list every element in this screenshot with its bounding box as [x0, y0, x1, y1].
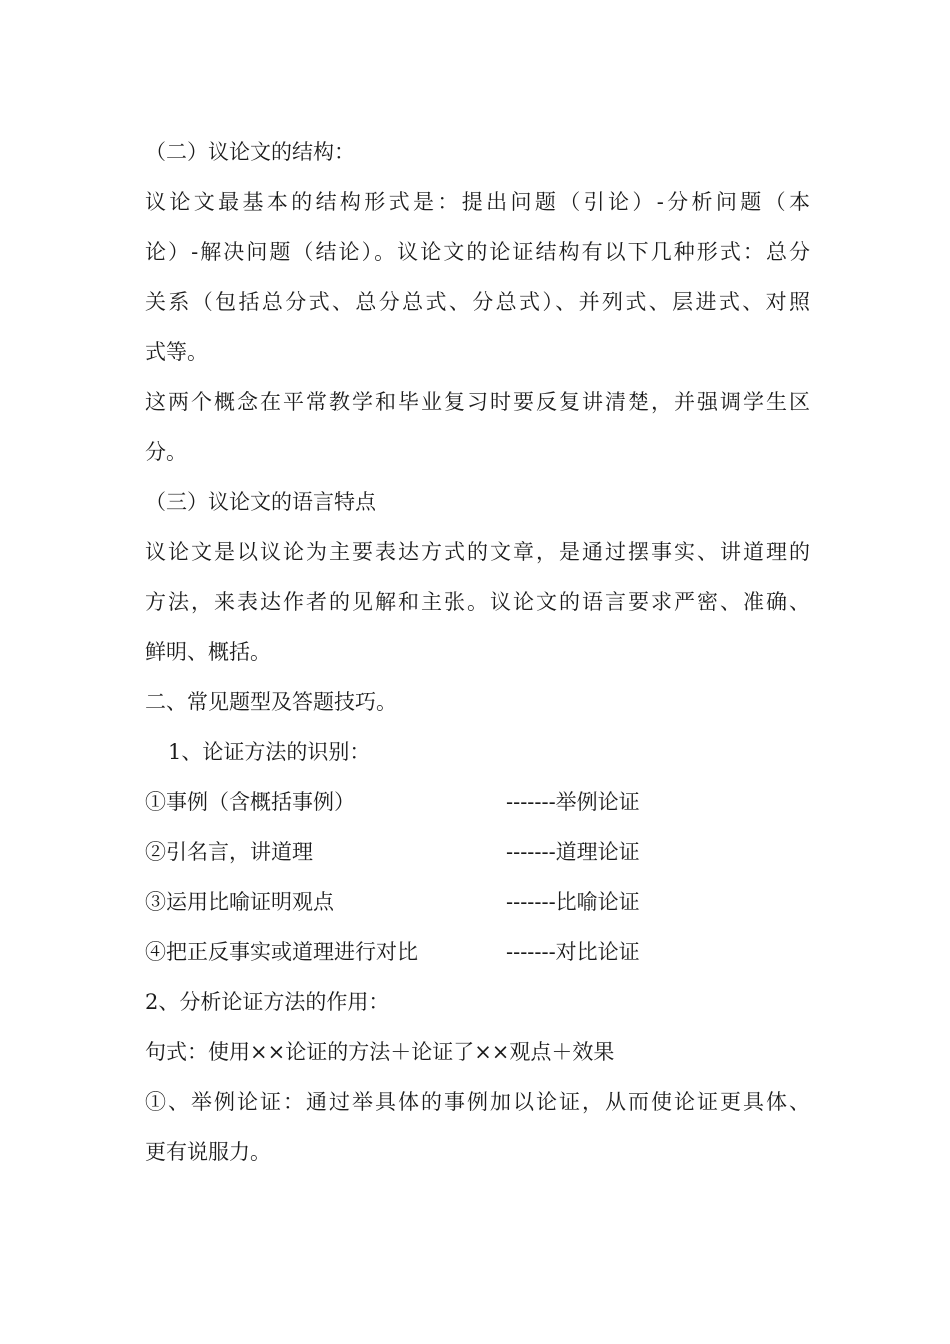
sentence-pattern: 句式：使用××论证的方法＋论证了××观点＋效果: [145, 1040, 615, 1064]
subheading-method-identification: 1、论证方法的识别：: [168, 740, 371, 764]
method-name: -------比喻论证: [506, 890, 640, 914]
paragraph-line: 鲜明、概括。: [145, 640, 271, 664]
paragraph-line: 式等。: [145, 340, 208, 364]
section-heading-question-types: 二、常见题型及答题技巧。: [145, 690, 397, 714]
paragraph-line: 这两个概念在平常教学和毕业复习时要反复讲清楚，并强调学生区: [145, 390, 810, 414]
method-description: ①事例（含概括事例）: [145, 790, 355, 814]
paragraph-line: ①、举例论证：通过举具体的事例加以论证，从而使论证更具体、: [145, 1090, 810, 1114]
section-heading-structure: （二）议论文的结构：: [145, 140, 355, 164]
paragraph-line: 方法，来表达作者的见解和主张。议论文的语言要求严密、准确、: [145, 590, 810, 614]
method-description: ④把正反事实或道理进行对比: [145, 940, 418, 964]
paragraph-line: 议论文最基本的结构形式是：提出问题（引论）-分析问题（本: [145, 190, 810, 214]
method-row: [145, 888, 810, 916]
method-name: -------举例论证: [506, 790, 640, 814]
method-name: -------对比论证: [506, 940, 640, 964]
paragraph-line: 关系（包括总分式、总分总式、分总式）、并列式、层进式、对照: [145, 290, 810, 314]
method-row: [145, 938, 810, 966]
method-name: -------道理论证: [506, 840, 640, 864]
method-row: [145, 788, 810, 816]
subheading-method-effect: 2、分析论证方法的作用：: [145, 990, 390, 1014]
method-description: ②引名言，讲道理: [145, 840, 313, 864]
paragraph-line: 议论文是以议论为主要表达方式的文章，是通过摆事实、讲道理的: [145, 540, 810, 564]
section-heading-language: （三）议论文的语言特点: [145, 490, 376, 514]
paragraph-line: 更有说服力。: [145, 1140, 271, 1164]
method-description: ③运用比喻证明观点: [145, 890, 334, 914]
paragraph-line: 分。: [145, 440, 187, 464]
paragraph-line: 论）-解决问题（结论）。议论文的论证结构有以下几种形式：总分: [145, 240, 810, 264]
method-row: [145, 838, 810, 866]
